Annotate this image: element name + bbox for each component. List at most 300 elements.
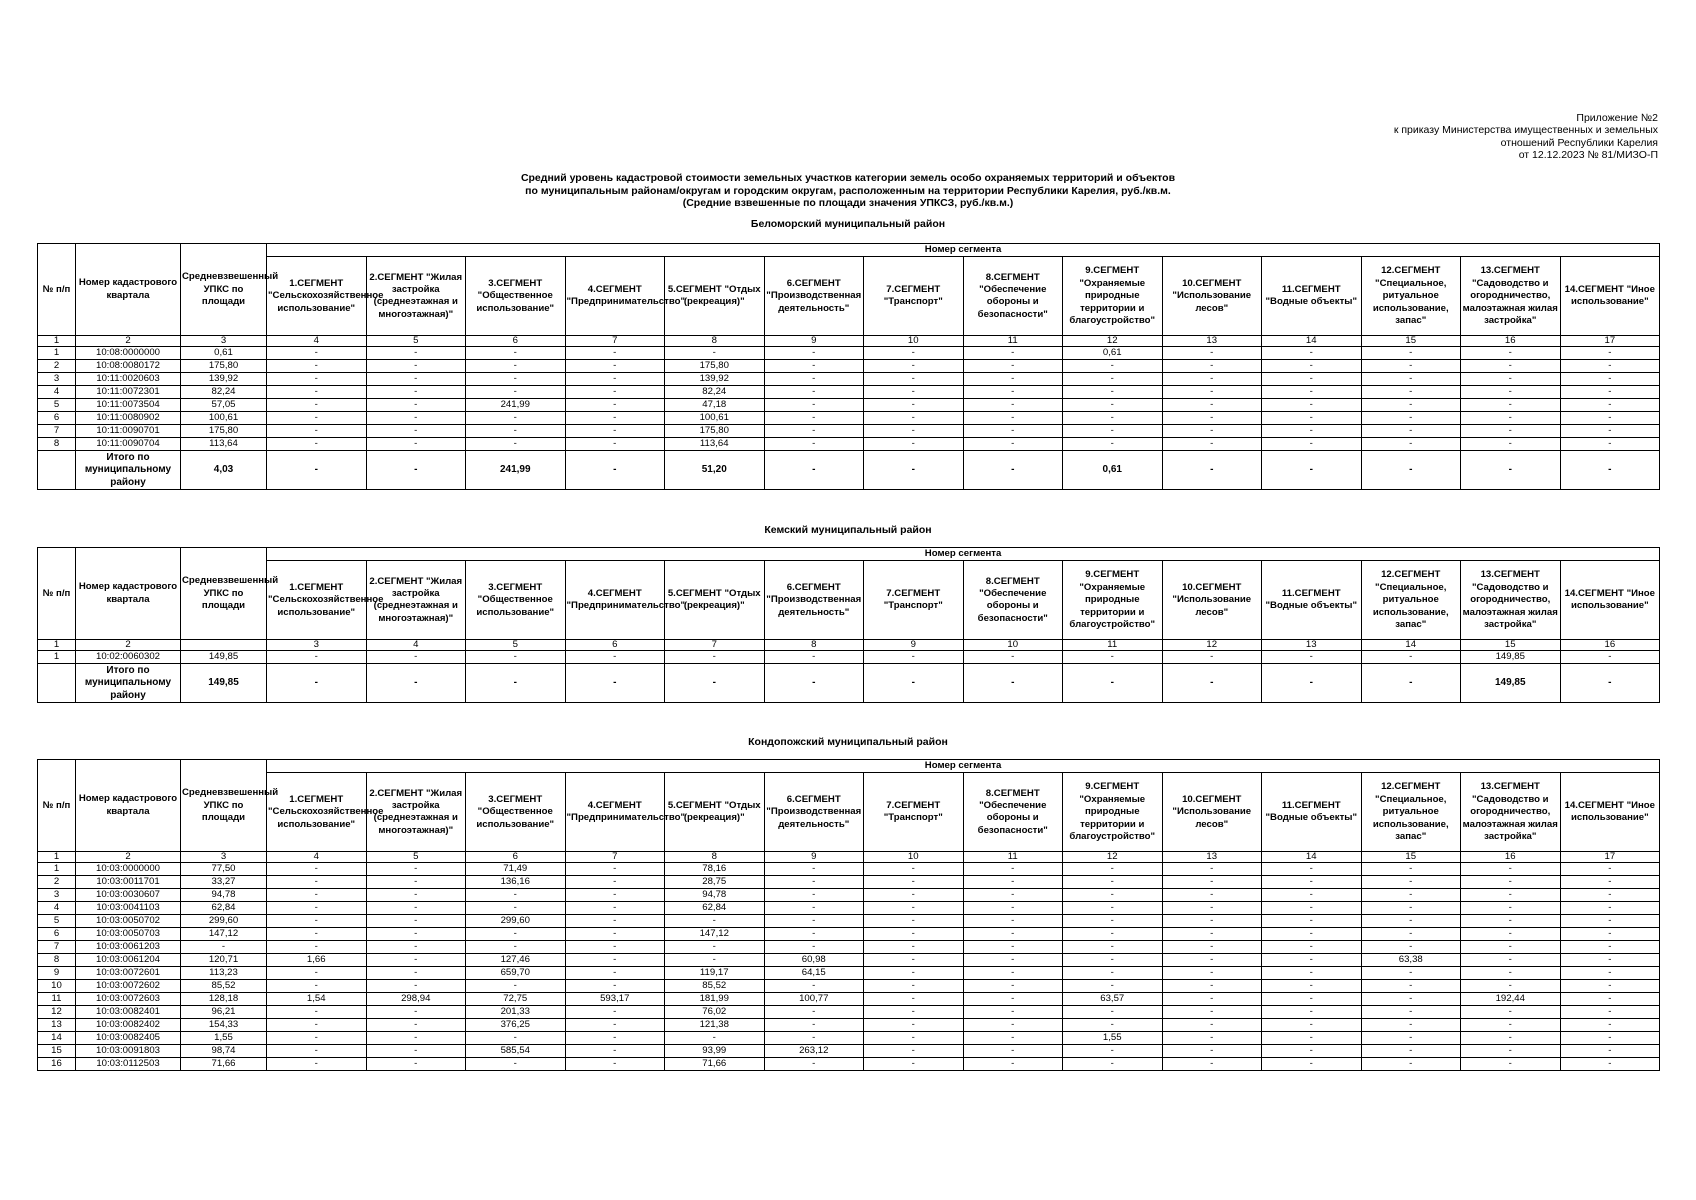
table-cell: 10:11:0020603 [76,373,181,386]
table-row [38,1006,1660,1019]
table-cell: - [1560,412,1660,425]
table-cell: - [1361,399,1461,412]
column-number: 12 [1063,852,1163,863]
table-cell: - [267,399,367,412]
table-row [38,967,1660,980]
column-number: 2 [76,640,181,651]
table-cell: - [1262,967,1362,980]
table-cell: - [764,876,864,889]
table-cell: 10:03:0061203 [76,941,181,954]
column-number: 17 [1560,852,1660,863]
table-cell: - [764,425,864,438]
table-cell: - [267,347,367,360]
district-title: Беломорский муниципальный район [750,218,946,230]
table-cell: - [1461,980,1561,993]
table-cell: - [963,993,1063,1006]
table-cell: - [1063,889,1163,902]
table-cell: - [366,902,466,915]
table-cell: 16 [38,1058,76,1071]
table-cell: - [764,1006,864,1019]
table-cell: - [1361,1045,1461,1058]
table-cell: 10:08:0080172 [76,360,181,373]
table-cell: 10:03:0072603 [76,993,181,1006]
table-cell: - [1262,438,1362,451]
table-cell: 28,75 [665,876,765,889]
table-cell: - [1063,1019,1163,1032]
table-cell: - [267,438,367,451]
table-cell: 139,92 [181,373,267,386]
table-cell: - [764,412,864,425]
table-cell: - [963,360,1063,373]
table-cell: - [1262,863,1362,876]
table-cell: - [267,915,367,928]
col-header-quarter: Номер кадастрового квартала [76,244,181,336]
title-line: по муниципальным районам/округам и городским округам, расположенным на территории Республики Карелия, руб./кв.м. [525,184,1171,197]
table-cell: - [366,347,466,360]
title-line: (Средние взвешенные по площади значения УПКСЗ, руб./кв.м.) [682,197,1014,209]
table-cell: - [466,425,566,438]
table-cell: - [267,863,367,876]
table-cell: - [565,889,665,902]
table-cell: - [1162,347,1262,360]
col-header-num: № п/п [38,244,76,336]
table-cell: - [1063,1006,1163,1019]
table-cell: - [1063,373,1163,386]
table-cell: 0,61 [181,347,267,360]
table-cell: - [565,360,665,373]
segment-header: 4.СЕГМЕНТ "Предпринимательство" [565,773,665,852]
table-cell: - [963,1032,1063,1045]
table-cell: - [1162,386,1262,399]
table-cell: - [267,386,367,399]
table-cell: - [864,399,964,412]
segment-header: 9.СЕГМЕНТ "Охраняемые природные территории и благоустройство" [1063,773,1163,852]
table-cell: - [764,386,864,399]
table-cell: - [864,915,964,928]
table-cell: - [864,863,964,876]
table-cell: - [1162,980,1262,993]
table-cell: 659,70 [466,967,566,980]
table-cell: - [565,928,665,941]
table-cell: - [764,928,864,941]
table-cell: - [267,876,367,889]
district-title: Кондопожский муниципальный район [748,736,948,748]
table-cell: - [1361,412,1461,425]
table-cell: - [466,360,566,373]
table-cell: - [366,373,466,386]
segment-header: 12.СЕГМЕНТ "Специальное, ритуальное использование, запас" [1361,257,1461,336]
table-row [38,425,1660,438]
table-cell: - [1461,1006,1561,1019]
table-cell: - [864,954,964,967]
table-cell: - [1162,941,1262,954]
table-cell: 136,16 [466,876,566,889]
table-cell: 10:03:0091803 [76,1045,181,1058]
table-cell: - [366,876,466,889]
table-cell: 10:03:0050702 [76,915,181,928]
table-cell: 128,18 [181,993,267,1006]
column-number: 10 [864,336,964,347]
table-cell: - [565,980,665,993]
table-cell: - [1361,941,1461,954]
table-cell: - [1262,1006,1362,1019]
segment-header: 8.СЕГМЕНТ "Обеспечение обороны и безопасности" [963,561,1063,640]
segment-header: 10.СЕГМЕНТ "Использование лесов" [1162,561,1262,640]
table-cell: - [1162,412,1262,425]
total-cell: - [665,664,765,703]
column-number: 7 [565,336,665,347]
table-cell: - [565,425,665,438]
table-cell: - [267,1006,367,1019]
total-row [38,451,1660,490]
table-cell: - [1560,967,1660,980]
table-cell: - [1162,954,1262,967]
table-cell: 47,18 [665,399,765,412]
table-cell: - [1162,1032,1262,1045]
table-cell: - [864,1045,964,1058]
column-number: 4 [267,336,367,347]
table-cell: 299,60 [181,915,267,928]
table-cell: - [1262,915,1362,928]
table-cell: - [1063,876,1163,889]
table-cell: - [366,360,466,373]
table-cell: 71,49 [466,863,566,876]
table-cell: - [1262,373,1362,386]
table-cell: - [963,915,1063,928]
table-cell: - [1361,980,1461,993]
table-cell: 113,64 [665,438,765,451]
table-cell: - [366,863,466,876]
table-cell: - [1162,915,1262,928]
table-cell: - [1560,1006,1660,1019]
table-cell: - [1560,1019,1660,1032]
segment-header: 3.СЕГМЕНТ "Общественное использование" [466,773,566,852]
table-row [38,438,1660,451]
table-cell: - [267,1019,367,1032]
table-cell: - [1461,915,1561,928]
table-cell: - [963,1058,1063,1071]
table-cell: - [864,967,964,980]
table-cell: 77,50 [181,863,267,876]
table-cell: 10:03:0050703 [76,928,181,941]
segment-table [37,547,1660,703]
column-number: 13 [1262,640,1362,651]
table-cell: - [267,941,367,954]
table-cell: - [1063,1045,1163,1058]
table-cell: - [1361,1058,1461,1071]
table-cell: - [267,425,367,438]
segment-header: 14.СЕГМЕНТ "Иное использование" [1560,561,1660,640]
segment-header: 10.СЕГМЕНТ "Использование лесов" [1162,257,1262,336]
table-cell: - [466,980,566,993]
segment-header: 3.СЕГМЕНТ "Общественное использование" [466,257,566,336]
table-cell: 7 [38,941,76,954]
table-cell: - [963,399,1063,412]
total-cell: - [267,664,367,703]
table-cell: 147,12 [181,928,267,941]
table-cell: - [565,1045,665,1058]
table-cell: - [1262,1019,1362,1032]
table-cell: 63,38 [1361,954,1461,967]
column-number: 9 [764,336,864,347]
table-cell: - [366,967,466,980]
segment-table [37,243,1660,490]
table-cell: 121,38 [665,1019,765,1032]
table-cell: - [466,651,566,664]
table-row [38,399,1660,412]
table-cell: 154,33 [181,1019,267,1032]
table-cell: - [1560,651,1660,664]
table-cell: - [764,399,864,412]
table-cell: - [1361,1006,1461,1019]
table-cell: 119,17 [665,967,765,980]
table-cell: 85,52 [181,980,267,993]
total-cell: 149,85 [181,664,267,703]
total-row-empty-cell [38,664,76,703]
table-cell: - [1162,360,1262,373]
table-cell: - [1162,967,1262,980]
table-cell: - [1063,928,1163,941]
table-cell: - [864,902,964,915]
table-cell: - [963,954,1063,967]
table-row [38,386,1660,399]
total-cell: - [267,451,367,490]
title-line: Средний уровень кадастровой стоимости земельных участков категории земель особо охраняемых территорий и объектов [520,172,1176,184]
total-cell: 4,03 [181,451,267,490]
table-cell: - [267,980,367,993]
table-cell: - [466,386,566,399]
table-cell: - [565,876,665,889]
column-number: 5 [366,852,466,863]
total-cell: - [1162,451,1262,490]
table-cell: 60,98 [764,954,864,967]
column-number: 3 [267,640,367,651]
column-number: 2 [76,852,181,863]
table-cell: - [1162,1045,1262,1058]
table-cell: - [864,876,964,889]
table-cell: - [466,889,566,902]
table-cell: - [1262,954,1362,967]
table-cell: 139,92 [665,373,765,386]
table-cell: - [1162,651,1262,664]
column-number [181,640,267,651]
table-cell: - [1560,954,1660,967]
table-cell: - [1162,438,1262,451]
table-cell: - [1560,1045,1660,1058]
table-cell: - [267,373,367,386]
table-cell: - [764,915,864,928]
column-number: 12 [1162,640,1262,651]
table-cell: - [764,980,864,993]
segment-group-header: Номер сегмента [267,760,1660,773]
appendix-line: Приложение №2 [1576,112,1658,124]
table-cell: 113,64 [181,438,267,451]
table-cell: 11 [38,993,76,1006]
table-cell: - [1162,993,1262,1006]
column-number: 9 [764,852,864,863]
table-cell: - [1162,1006,1262,1019]
table-cell: - [1162,902,1262,915]
segment-header: 1.СЕГМЕНТ "Сельскохозяйственное использование" [267,257,367,336]
table-cell: - [267,902,367,915]
table-cell: - [1560,915,1660,928]
segment-header: 3.СЕГМЕНТ "Общественное использование" [466,561,566,640]
table-cell: - [1262,980,1362,993]
segment-header: 11.СЕГМЕНТ "Водные объекты" [1262,773,1362,852]
total-cell: - [864,664,964,703]
table-row [38,651,1660,664]
table-cell: - [1063,967,1163,980]
table-cell: - [1461,876,1561,889]
table-cell: 6 [38,412,76,425]
table-cell: - [764,651,864,664]
segment-header: 6.СЕГМЕНТ "Производственная деятельность" [764,773,864,852]
table-cell: - [864,651,964,664]
table-cell: 71,66 [665,1058,765,1071]
column-number: 1 [38,336,76,347]
table-cell: - [764,1058,864,1071]
col-header-quarter: Номер кадастрового квартала [76,548,181,640]
table-cell: 12 [38,1006,76,1019]
table-cell: - [1262,928,1362,941]
table-cell: 62,84 [181,902,267,915]
table-cell: - [366,412,466,425]
table-cell: - [1262,651,1362,664]
table-cell: - [1560,438,1660,451]
column-number: 15 [1361,336,1461,347]
col-header-avg: Средневзвешенный УПКС по площади [181,760,267,852]
table-cell: 181,99 [665,993,765,1006]
table-cell: - [864,980,964,993]
table-cell: - [181,941,267,954]
total-cell: - [1361,664,1461,703]
column-number: 16 [1461,852,1561,863]
table-cell: 1,54 [267,993,367,1006]
table-row [38,1045,1660,1058]
table-cell: 10:11:0072301 [76,386,181,399]
table-cell: - [963,941,1063,954]
table-row [38,941,1660,954]
table-cell: - [864,347,964,360]
table-cell: - [565,1019,665,1032]
table-cell: 593,17 [565,993,665,1006]
table-cell: 57,05 [181,399,267,412]
table-cell: 100,61 [665,412,765,425]
table-cell: - [864,412,964,425]
table-row [38,980,1660,993]
table-cell: - [864,889,964,902]
column-number: 4 [366,640,466,651]
table-cell: 82,24 [665,386,765,399]
table-cell: - [366,386,466,399]
table-cell: - [1162,399,1262,412]
table-cell: - [764,889,864,902]
table-cell: - [1361,993,1461,1006]
table-cell: - [366,889,466,902]
table-cell: - [963,863,1063,876]
segment-header: 8.СЕГМЕНТ "Обеспечение обороны и безопасности" [963,773,1063,852]
table-cell: 585,54 [466,1045,566,1058]
segment-header: 6.СЕГМЕНТ "Производственная деятельность" [764,257,864,336]
table-cell: - [963,928,1063,941]
table-cell: 10:03:0030607 [76,889,181,902]
table-cell: 10 [38,980,76,993]
table-cell: - [1063,399,1163,412]
table-cell: 0,61 [1063,347,1163,360]
table-cell: 14 [38,1032,76,1045]
table-cell: - [1262,876,1362,889]
table-cell: 149,85 [181,651,267,664]
table-cell: - [963,425,1063,438]
total-label: Итого по муниципальному району [76,451,181,490]
table-cell: - [1162,1058,1262,1071]
table-cell: 72,75 [466,993,566,1006]
column-number: 16 [1461,336,1561,347]
table-cell: - [1560,1032,1660,1045]
table-cell: 100,61 [181,412,267,425]
table-cell: 10:03:0112503 [76,1058,181,1071]
column-number: 1 [38,852,76,863]
table-cell: - [1063,425,1163,438]
table-cell: - [1560,928,1660,941]
table-cell: - [1262,360,1362,373]
total-label: Итого по муниципальному району [76,664,181,703]
table-cell: - [565,651,665,664]
table-cell: - [864,1006,964,1019]
table-cell: - [1461,438,1561,451]
table-cell: - [1063,360,1163,373]
table-cell: 1 [38,863,76,876]
table-cell: - [1361,438,1461,451]
column-number: 13 [1162,852,1262,863]
column-number: 11 [1063,640,1163,651]
column-number: 14 [1262,852,1362,863]
table-cell: - [1461,386,1561,399]
table-cell: - [963,967,1063,980]
table-cell: - [1063,1058,1163,1071]
table-cell: - [864,438,964,451]
table-cell: 76,02 [665,1006,765,1019]
table-cell: - [864,1019,964,1032]
table-cell: 1,55 [181,1032,267,1045]
table-cell: - [366,928,466,941]
table-cell: - [366,980,466,993]
table-cell: 10:11:0080902 [76,412,181,425]
table-cell: 10:03:0061204 [76,954,181,967]
table-cell: - [1063,941,1163,954]
table-cell: 3 [38,889,76,902]
table-row [38,412,1660,425]
table-cell: - [267,1032,367,1045]
document-title [0,172,1696,210]
table-cell: - [864,928,964,941]
table-cell: - [764,1032,864,1045]
table-cell: - [1063,651,1163,664]
table-cell: - [565,373,665,386]
table-cell: - [963,651,1063,664]
table-cell: - [1461,954,1561,967]
table-cell: - [1262,1032,1362,1045]
table-cell: 78,16 [665,863,765,876]
segment-header: 2.СЕГМЕНТ "Жилая застройка (среднеэтажная и многоэтажная)" [366,561,466,640]
total-cell: 51,20 [665,451,765,490]
table-cell: - [1063,954,1163,967]
table-cell: - [1361,902,1461,915]
table-cell: - [963,876,1063,889]
table-cell: 1,55 [1063,1032,1163,1045]
table-row [38,1019,1660,1032]
column-number: 6 [466,336,566,347]
